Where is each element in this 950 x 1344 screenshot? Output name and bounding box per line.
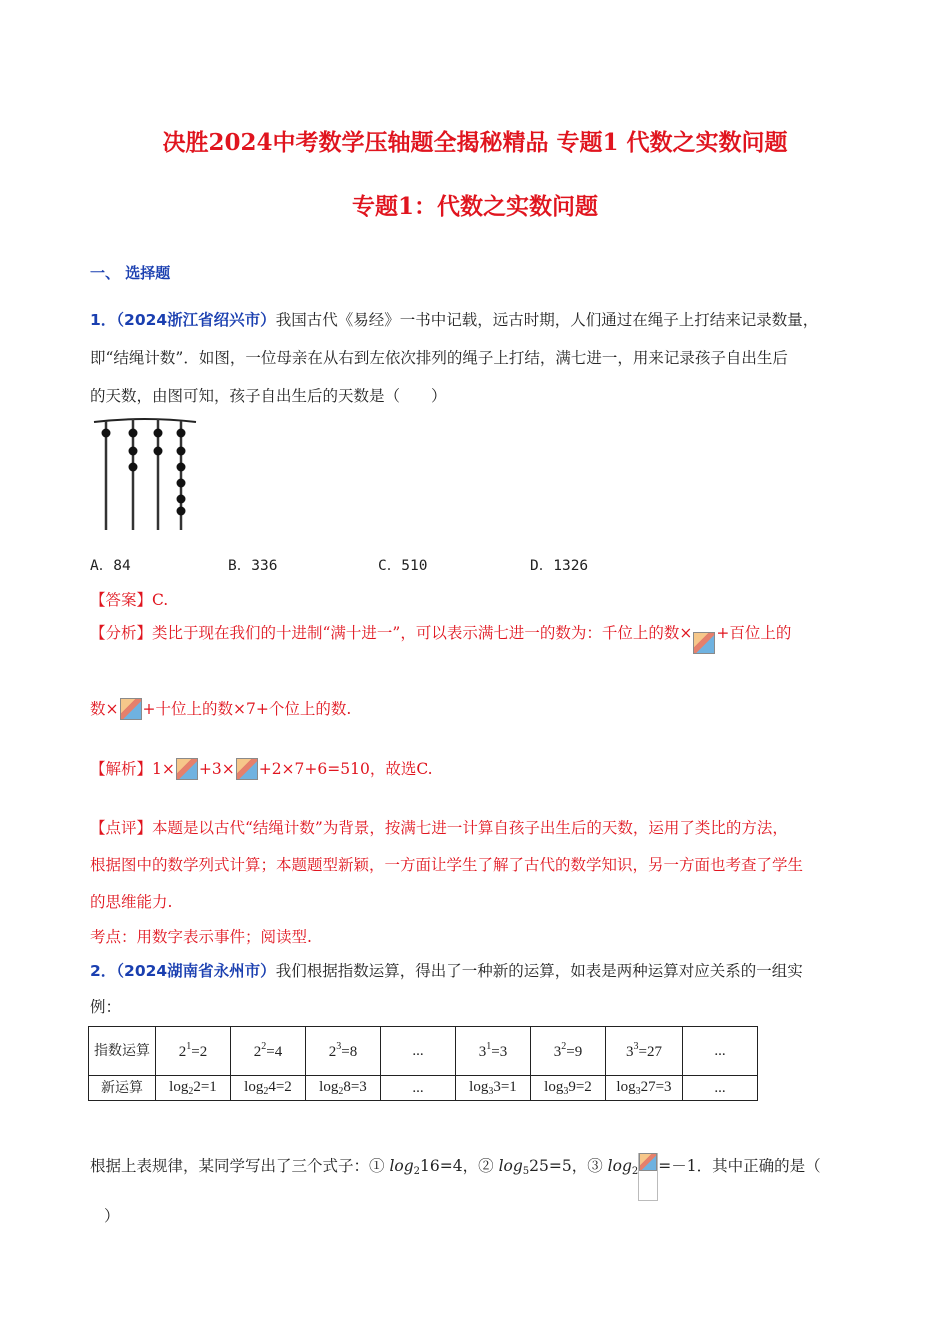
table-cell: $3^1=3$	[456, 1027, 531, 1076]
table-cell: $\log_39=2$	[531, 1076, 606, 1101]
q1-source: （2024浙江省绍兴市）	[116, 311, 276, 329]
knot	[177, 429, 186, 438]
table-cell: $3^2=9$	[531, 1027, 606, 1076]
q1-answer: 【答案】C.	[90, 591, 169, 609]
table-head-exp: 指数运算	[89, 1027, 156, 1076]
knot	[177, 447, 186, 456]
formula-2-base: 5	[522, 1166, 530, 1177]
knot-rope-figure	[92, 414, 202, 534]
q1-comment-2: 根据图中的数学列式计算；本题题型新颖，一方面让学生了解了古代的数学知识，另一方面也考查了学生	[90, 856, 804, 874]
formula-1-rest: 16=4，②	[420, 1157, 494, 1175]
option-a[interactable]: A．84	[90, 558, 131, 574]
table-cell: ...	[381, 1027, 456, 1076]
document-title: 决胜2024中考数学压轴题全揭秘精品 专题1 代数之实数问题	[162, 129, 788, 156]
q1-comment-3: 的思维能力.	[90, 893, 173, 911]
table-cell: ...	[381, 1076, 456, 1101]
table-cell: $2^1=2$	[156, 1027, 231, 1076]
table-cell: $2^3=8$	[306, 1027, 381, 1076]
knot	[129, 447, 138, 456]
knot	[129, 463, 138, 472]
option-c[interactable]: C．510	[378, 558, 428, 574]
analysis-text-1b: +百位上的	[716, 624, 792, 642]
formula-3-log: log	[607, 1157, 632, 1175]
solution-text-b: +3×	[198, 760, 235, 778]
statement-text: 根据上表规律，某同学写出了三个式子：①	[90, 1157, 385, 1175]
q2-text-1: 我们根据指数运算，得出了一种新的运算，如表是两种运算对应关系的一组实	[275, 962, 803, 980]
q1-line-2: 即“结绳计数”．如图，一位母亲在从右到左依次排列的绳子上打结，满七进一，用来记录孩子自出生后	[90, 349, 788, 367]
q1-analysis-2	[90, 697, 351, 720]
formula-2-log: log	[498, 1157, 523, 1175]
table-cell: ...	[683, 1027, 758, 1076]
q2-line-2: 例：	[90, 998, 122, 1016]
broken-image-icon	[176, 758, 198, 780]
q2-line-1	[90, 959, 803, 981]
operation-table	[88, 1026, 758, 1101]
knot	[177, 495, 186, 504]
table-cell: $\log_33=1$	[456, 1076, 531, 1101]
option-d[interactable]: D．1326	[530, 558, 589, 574]
table-cell: $\log_28=3$	[306, 1076, 381, 1101]
table-cell: $3^3=27$	[606, 1027, 683, 1076]
analysis-text-2a: 数×	[90, 700, 119, 718]
broken-image-icon	[639, 1153, 657, 1171]
table-row	[89, 1076, 758, 1101]
table-cell: ...	[683, 1076, 758, 1101]
formula-2-rest: 25=5，③	[529, 1157, 603, 1175]
formula-3-rest: =－1．其中正确的是（	[658, 1157, 821, 1175]
q2-source: （2024湖南省永州市）	[116, 962, 276, 980]
broken-image-icon	[120, 698, 142, 720]
formula-3-base: 2	[631, 1166, 639, 1177]
table-cell: $\log_24=2$	[231, 1076, 306, 1101]
q1-kaodian: 考点：用数字表示事件；阅读型.	[90, 928, 312, 946]
broken-fraction-image	[638, 1153, 658, 1201]
knot	[177, 463, 186, 472]
q1-text-1: 我国古代《易经》一书中记载，远古时期，人们通过在绳子上打结来记录数量，	[275, 311, 819, 329]
solution-text-c: +2×7+6=510，故选C.	[258, 760, 433, 778]
formula-1-base: 2	[413, 1166, 421, 1177]
knot	[154, 429, 163, 438]
table-head-new: 新运算	[89, 1076, 156, 1101]
q1-line-3: 的天数，由图可知，孩子自出生后的天数是（ ）	[90, 387, 447, 405]
solution-text-a: 【解析】1×	[90, 760, 175, 778]
analysis-text-1: 【分析】类比于现在我们的十进制“满十进一”，可以表示满七进一的数为：千位上的数×	[90, 624, 693, 642]
q1-line-1	[90, 308, 818, 330]
q2-statement	[90, 1153, 821, 1201]
q2-statement-end: ）	[104, 1207, 120, 1225]
broken-image-icon	[693, 632, 715, 654]
knot	[129, 429, 138, 438]
q1-solution	[90, 757, 433, 780]
analysis-text-2b: +十位上的数×7+个位上的数.	[142, 700, 352, 718]
q1-number: 1．	[90, 311, 117, 329]
broken-image-icon	[236, 758, 258, 780]
q2-number: 2．	[90, 962, 117, 980]
page-subtitle: 专题1：代数之实数问题	[351, 193, 598, 220]
knot	[177, 479, 186, 488]
table-cell: $\log_22=1$	[156, 1076, 231, 1101]
q1-analysis-1	[90, 621, 791, 654]
section-heading: 一、 选择题	[90, 264, 171, 282]
option-b[interactable]: B．336	[228, 558, 278, 574]
q1-comment-1: 【点评】本题是以古代“结绳计数”为背景，按满七进一计算自孩子出生后的天数，运用了类比的方法，	[90, 819, 788, 837]
knot	[177, 507, 186, 516]
knot	[102, 429, 111, 438]
knot	[154, 447, 163, 456]
table-cell: $2^2=4$	[231, 1027, 306, 1076]
table-row	[89, 1027, 758, 1076]
table-cell: $\log_327=3$	[606, 1076, 683, 1101]
formula-1-log: log	[389, 1157, 414, 1175]
